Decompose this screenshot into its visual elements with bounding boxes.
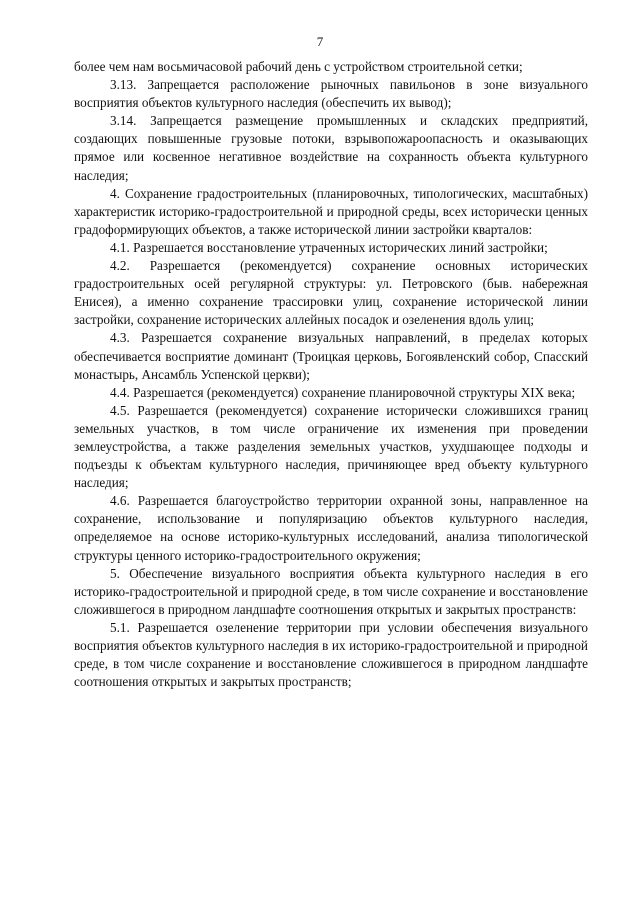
page-number: 7 (316, 34, 324, 49)
paragraph-4-3: 4.3. Разрешается сохранение визуальных направлений, в пределах которых обеспечивается восприятие доминант (Троицкая церковь, Богоявленский собор, Спасский монастырь, Ансамбль Успенской церкви); (74, 330, 588, 382)
paragraph-3-13: 3.13. Запрещается расположение рыночных павильонов в зоне визуального восприятия объектов культурного наследия (обеспечить их вывод); (74, 77, 588, 111)
paragraph-5-1: 5.1. Разрешается озеленение территории при условии обеспечения визуального восприятия объектов культурного наследия в их историко-градостроительной и природной среде, в том числе сохранение и восстановление сложившегося в природном ландшафте соотношения открытых и закрытых пространств; (74, 619, 588, 690)
document-body (74, 58, 588, 691)
paragraph-4-6: 4.6. Разрешается благоустройство территории охранной зоны, направленное на сохранение, использование и популяризацию объектов культурного наследия, определяемое на основе историко-культурных исследований, анализа типологической структуры ценного историко-градостроительного окружения; (74, 493, 588, 563)
paragraph-4-1: 4.1. Разрешается восстановление утраченных исторических линий застройки; (110, 239, 548, 255)
paragraph-4-2: 4.2. Разрешается (рекомендуется) сохранение основных исторических градостроительных осей регулярной структуры: ул. Петровского (быв. набережная Енисея), а именно сохранение трассировки улиц, сохранение исторической линии застройки, сохранение исторических аллейных посадок и озеленения вдоль улиц; (74, 258, 588, 328)
paragraph-4: 4. Сохранение градостроительных (планировочных, типологических, масштабных) характеристик историко-градостроительной и природной среды, всех исторически ценных градоформирующих объектов, а также исторической линии застройки кварталов: (74, 185, 588, 237)
paragraph-5: 5. Обеспечение визуального восприятия объекта культурного наследия в его историко-градостроительной и природной среде, в том числе сохранение и восстановление сложившегося в природном ландшафте соотношения открытых и закрытых пространств: (74, 565, 588, 617)
paragraph-3-14: 3.14. Запрещается размещение промышленных и складских предприятий, создающих повышенные грузовые потоки, взрывопожароопасность и оказывающих прямое или косвенное негативное воздействие на сохранность объекта культурного наследия; (74, 113, 588, 183)
paragraph-continuation: более чем нам восьмичасовой рабочий день с устройством строительной сетки; (74, 59, 523, 74)
paragraph-4-5: 4.5. Разрешается (рекомендуется) сохранение исторически сложившихся границ земельных участков, в том числе ограничение их изменения при проведении землеустройства, а также разделения земельных участков, ухудшающее подходы и подъезды к объектам культурного наследия, причиняющее вред объекту культурного наследия; (74, 402, 588, 491)
paragraph-4-4: 4.4. Разрешается (рекомендуется) сохранение планировочной структуры XIX века; (110, 384, 576, 400)
